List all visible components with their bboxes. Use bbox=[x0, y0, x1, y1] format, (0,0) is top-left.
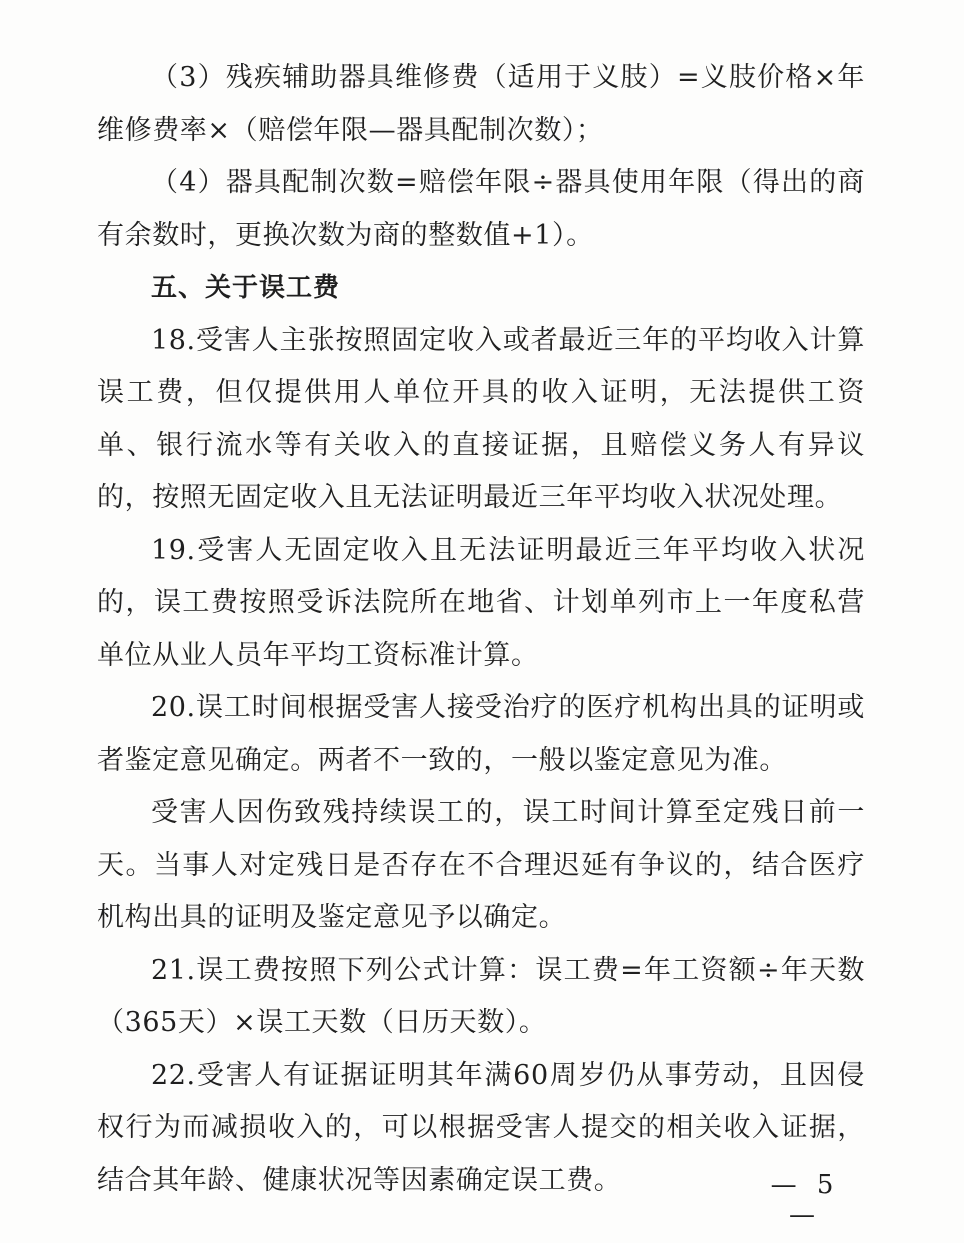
paragraph-20-continued: 受害人因伤致残持续误工的，误工时间计算至定残日前一天。当事人对定残日是否存在不合理迟延有争议的，结合医疗机构出具的证明及鉴定意见予以确定。 bbox=[97, 797, 865, 933]
paragraph-18: 18.受害人主张按照固定收入或者最近三年的平均收入计算误工费，但仅提供用人单位开具的收入证明，无法提供工资单、银行流水等有关收入的直接证据，且赔偿义务人有异议的，按照无固定收入且无法证明最近三年平均收入状况处理。 bbox=[97, 324, 865, 513]
page-number: — 5 — bbox=[770, 1170, 840, 1230]
document-body bbox=[97, 52, 865, 1207]
paragraph-item-4: （4）器具配制次数=赔偿年限÷器具使用年限（得出的商有余数时，更换次数为商的整数值+1）。 bbox=[97, 167, 865, 251]
section-heading: 五、关于误工费 bbox=[151, 273, 341, 303]
paragraph-20: 20.误工时间根据受害人接受治疗的医疗机构出具的证明或者鉴定意见确定。两者不一致的，一般以鉴定意见为准。 bbox=[97, 692, 865, 776]
paragraph-21: 21.误工费按照下列公式计算：误工费=年工资额÷年天数（365天）×误工天数（日历天数）。 bbox=[97, 954, 865, 1038]
paragraph-19: 19.受害人无固定收入且无法证明最近三年平均收入状况的，误工费按照受诉法院所在地省、计划单列市上一年度私营单位从业人员年平均工资标准计算。 bbox=[97, 534, 865, 671]
paragraph-item-3: （3）残疾辅助器具维修费（适用于义肢）=义肢价格×年维修费率×（赔偿年限—器具配制次数）； bbox=[97, 62, 865, 146]
paragraph-22: 22.受害人有证据证明其年满60周岁仍从事劳动，且因侵权行为而减损收入的，可以根据受害人提交的相关收入证据，结合其年龄、健康状况等因素确定误工费。 bbox=[97, 1059, 865, 1196]
